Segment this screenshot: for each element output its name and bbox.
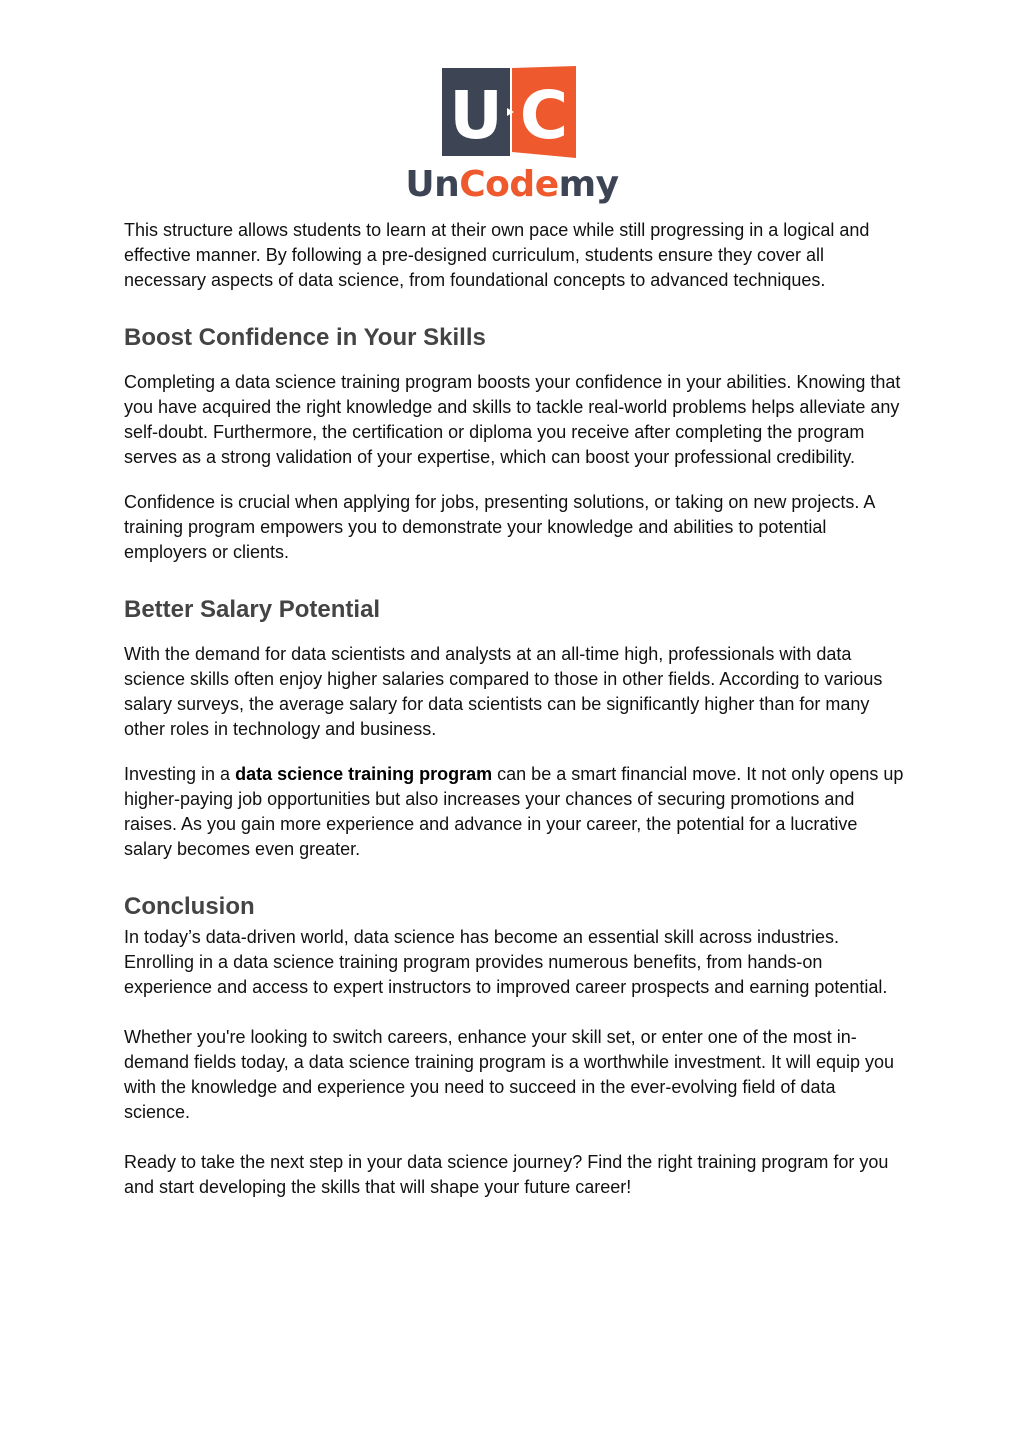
wordmark-un: Un	[405, 164, 460, 205]
salary-paragraph-2	[124, 762, 904, 862]
wordmark-code: Code	[459, 164, 559, 205]
salary-p2-after: can be a smart financial move. It not only opens up higher-paying job opportunities but also increases your chances of securing promotions and raises. As you gain more experience and advance in your career, the potential for a lucrative salary becomes even greater.	[124, 764, 904, 859]
salary-paragraph-1: With the demand for data scientists and analysts at an all-time high, professionals with data science skills often enjoy higher salaries compared to those in other fields. According to various salary surveys, the average salary for data scientists can be significantly higher than for many other roles in technology and business.	[124, 644, 883, 739]
confidence-paragraph-1: Completing a data science training program boosts your confidence in your abilities. Knowing that you have acquired the right knowledge and skills to tackle real-world problems helps alleviate any self-doubt. Furthermore, the certification or diploma you receive after completing the program serves as a strong validation of your expertise, which can boost your professional credibility.	[124, 372, 901, 467]
uc-logo-mark	[442, 66, 580, 158]
conclusion-paragraph-2: Whether you're looking to switch careers, enhance your skill set, or enter one of the most in-demand fields today, a data science training program is a worthwhile investment. It will equip you with the knowledge and experience you need to succeed in the ever-evolving field of data science.	[124, 1027, 895, 1122]
intro-paragraph: This structure allows students to learn at their own pace while still progressing in a logical and effective manner. By following a pre-designed curriculum, students ensure they cover all necessary aspects of data science, from foundational concepts to advanced techniques.	[124, 220, 870, 290]
conclusion-paragraph-3: Ready to take the next step in your data science journey? Find the right training program for you and start developing the skills that will shape your future career!	[124, 1152, 889, 1197]
confidence-paragraph-2: Confidence is crucial when applying for jobs, presenting solutions, or taking on new projects. A training program empowers you to demonstrate your knowledge and abilities to potential employers or clients.	[124, 492, 875, 562]
logo-letter-u: U	[449, 77, 503, 154]
logo-wordmark	[400, 160, 624, 210]
uncodemy-logo	[400, 64, 624, 212]
salary-p2-bold: data science training program	[235, 764, 493, 784]
section-heading-confidence: Boost Confidence in Your Skills	[124, 324, 486, 351]
salary-p2-before: Investing in a	[124, 764, 236, 784]
logo-letter-c: C	[519, 77, 569, 154]
document-body	[124, 218, 904, 1200]
section-heading-conclusion: Conclusion	[124, 893, 255, 920]
wordmark-my: my	[558, 164, 619, 205]
conclusion-paragraph-1: In today’s data-driven world, data science has become an essential skill across industries. Enrolling in a data science training program provides numerous benefits, from hands-on experience and access to expert instructors to improved career prospects and earning potential.	[124, 927, 888, 997]
section-heading-salary: Better Salary Potential	[124, 596, 381, 623]
